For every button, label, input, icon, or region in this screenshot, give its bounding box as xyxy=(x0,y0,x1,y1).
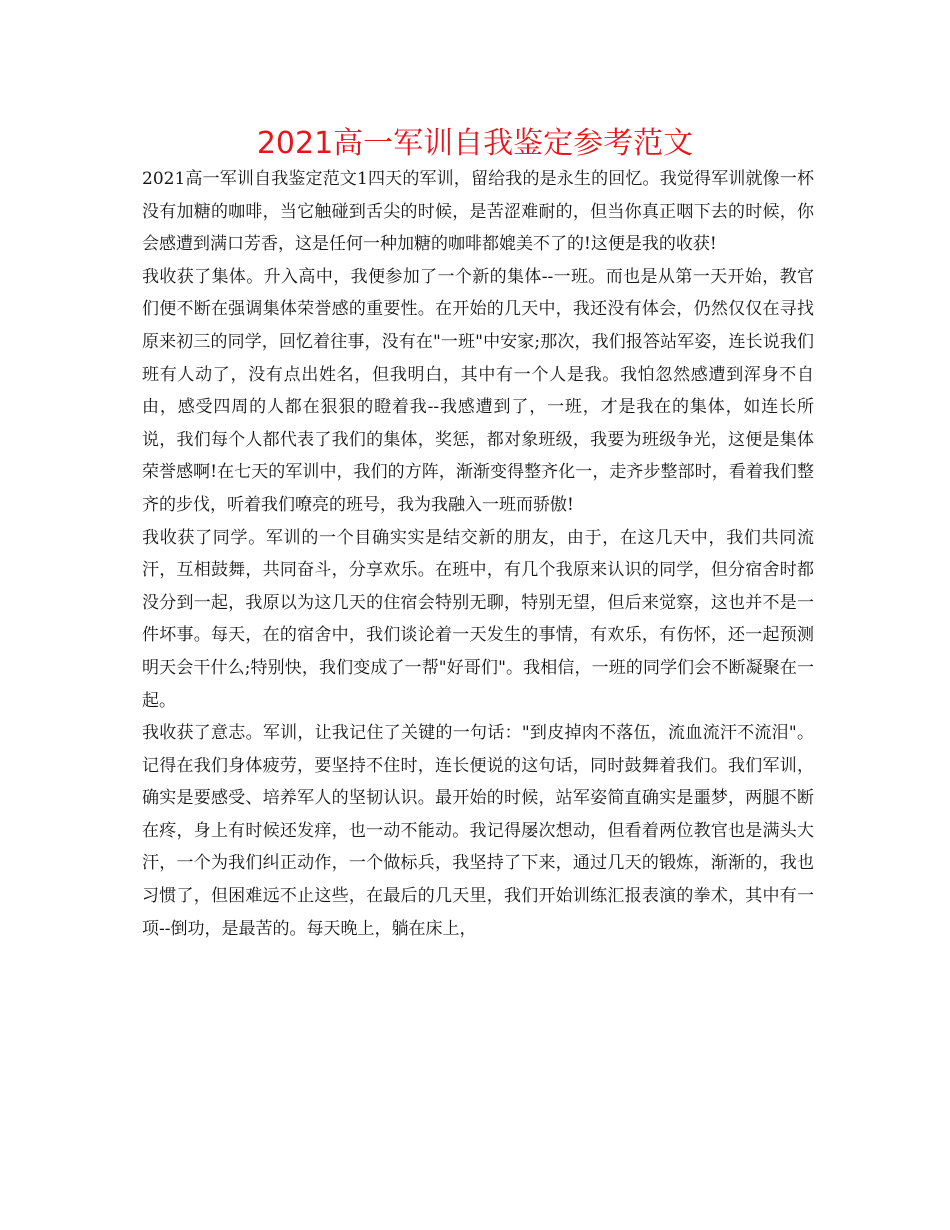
paragraph-classmates: 我收获了同学。军训的一个目确实实是结交新的朋友，由于，在这几天中，我们共同流汗，互相鼓舞，共同奋斗，分享欢乐。在班中，有几个我原来认识的同学，但分宿舍时都没分到一起，我原以为这几天的住宿会特别无聊，特别无望，但后来觉察，这也并不是一件坏事。每天，在的宿舍中，我们谈论着一天发生的事情，有欢乐，有伤怀，还一起预测明天会干什么;特别快，我们变成了一帮"好哥们"。我相信，一班的同学们会不断凝聚在一起。 xyxy=(142,527,814,711)
paragraph-intro: 2021高一军训自我鉴定范文1四天的军训，留给我的是永生的回忆。我觉得军训就像一杯没有加糖的咖啡，当它触碰到舌尖的时候，是苦涩难耐的，但当你真正咽下去的时候，你会感遭到满口芳香，这是任何一种加糖的咖啡都媲美不了的!这便是我的收获! xyxy=(142,169,814,255)
paragraph-collective: 我收获了集体。升入高中，我便参加了一个新的集体--一班。而也是从第一天开始，教官们便不断在强调集体荣誉感的重要性。在开始的几天中，我还没有体会，仍然仅仅在寻找原来初三的同学，回忆着往事，没有在"一班"中安家;那次，我们报答站军姿，连长说我们班有人动了，没有点出姓名，但我明白，其中有一个人是我。我怕忽然感遭到浑身不自由，感受四周的人都在狠狠的瞪着我--我感遭到了，一班，才是我在的集体，如连长所说，我们每个人都代表了我们的集体，奖惩，都对象班级，我要为班级争光，这便是集体荣誉感啊!在七天的军训中，我们的方阵，渐渐变得整齐化一，走齐步整部时，看着我们整齐的步伐，听着我们嘹亮的班号，我为我融入一班而骄傲! xyxy=(142,266,814,515)
document-body xyxy=(142,163,814,945)
document-title: 2021高一军训自我鉴定参考范文 xyxy=(256,126,694,161)
paragraph-willpower: 我收获了意志。军训，让我记住了关键的一句话："到皮掉肉不落伍，流血流汗不流泪"。记得在我们身体疲劳，要坚持不住时，连长便说的这句话，同时鼓舞着我们。我们军训，确实是要感受、培养军人的坚韧认识。最开始的时候，站军姿简直确实是噩梦，两腿不断在疼，身上有时候还发痒，也一动不能动。我记得屡次想动，但看着两位教官也是满头大汗，一个为我们纠正动作，一个做标兵，我坚持了下来，通过几天的锻炼，渐渐的，我也习惯了，但困难远不止这些，在最后的几天里，我们开始训练汇报表演的拳术，其中有一项--倒功，是最苦的。每天晚上，躺在床上， xyxy=(142,723,814,939)
